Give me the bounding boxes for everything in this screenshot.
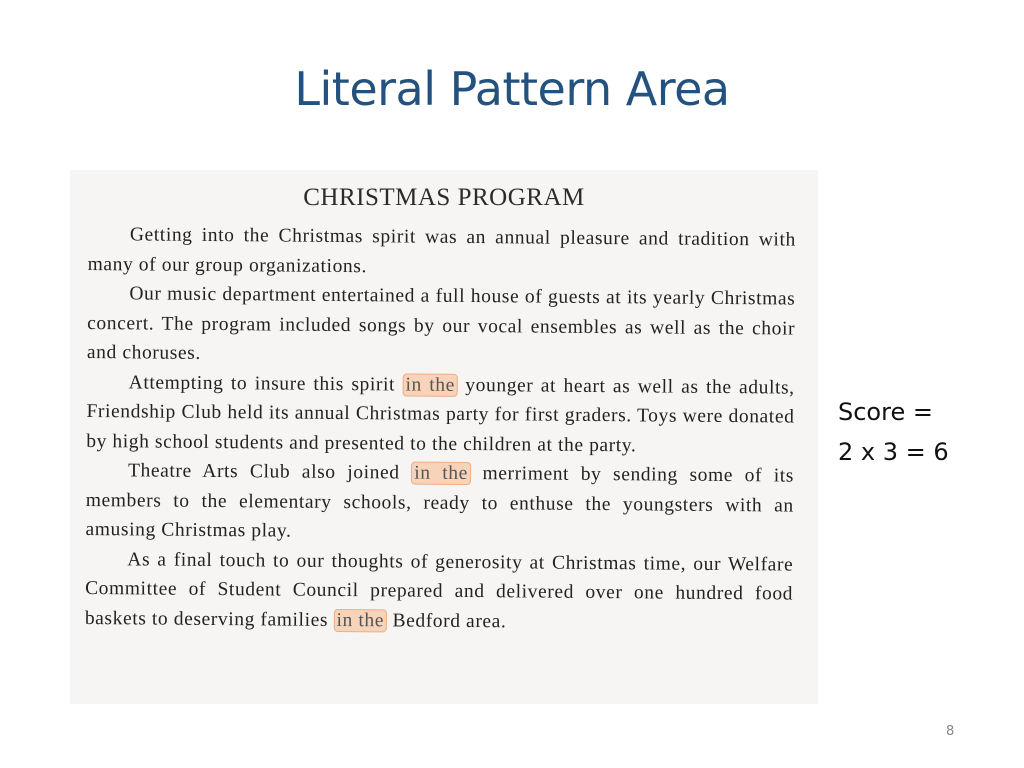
paragraph-3-text-b: younger at heart as well as the adults, Friendship Club held its annual Christmas party for first graders. Toys were donated by high school students and presented to the children at the party. [86, 374, 795, 456]
highlight-in-the-3: in the [333, 608, 387, 631]
score-formula: 2 x 3 = 6 [838, 438, 949, 466]
paragraph-2: Our music department entertained a full house of guests at its yearly Christmas concert. The program included songs by our vocal ensembles as well as the choir and choruses. [86, 283, 796, 364]
score-annotation [838, 392, 949, 472]
scanned-document [70, 170, 818, 704]
paragraph-1: Getting into the Christmas spirit was an annual pleasure and tradition with many of our group organizations. [87, 224, 796, 277]
slide-title: Literal Pattern Area [294, 62, 730, 116]
paragraph-4 [85, 456, 794, 550]
paragraph-5-text-b: Bedford area. [392, 609, 507, 632]
page-number: 8 [946, 724, 955, 739]
paragraph-4-text-b: merriment by sending some of its members to the elementary schools, ready to enthuse the youngsters with an amusing Christmas play. [85, 463, 795, 542]
paragraph-3 [86, 367, 795, 461]
document-body [85, 220, 796, 639]
score-label: Score = [838, 398, 933, 426]
highlight-in-the-1: in the [402, 373, 458, 396]
paragraph-3-text-a: Attempting to insure this spirit [128, 371, 396, 395]
paragraph-5 [85, 544, 794, 638]
document-title: CHRISTMAS PROGRAM [303, 184, 585, 211]
paragraph-5-text-a: As a final touch to our thoughts of generosity at Christmas time, our Welfare Committee of Student Council prepared and delivered over one hundred food baskets to deserving families [84, 548, 794, 631]
paragraph-4-text-a: Theatre Arts Club also joined [127, 460, 400, 484]
highlight-in-the-2: in the [411, 462, 471, 485]
